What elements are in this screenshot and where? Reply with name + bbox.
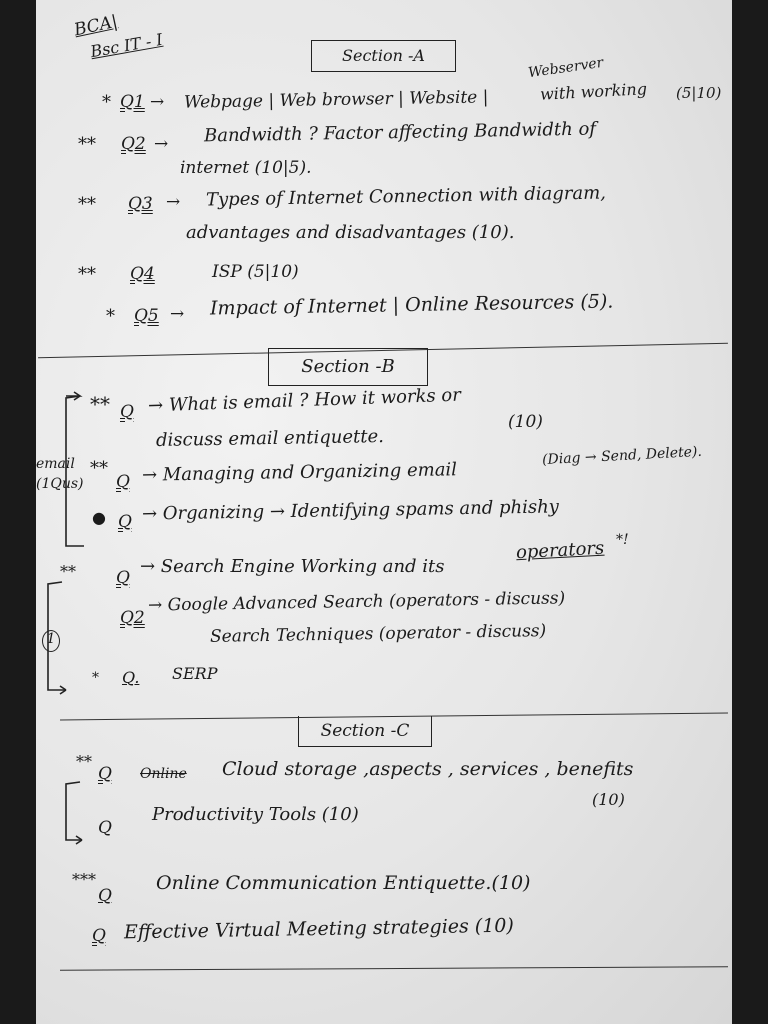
qb1-text: → What is email ? How it works or xyxy=(147,384,462,417)
notes-page xyxy=(36,0,732,1024)
qb1-marks: (10) xyxy=(508,412,543,432)
email-bracket xyxy=(66,396,84,546)
section-a-title: Section -A xyxy=(342,46,425,65)
q1-label: Q1 xyxy=(120,92,145,112)
qc2-label: Q xyxy=(98,818,112,838)
q4-text: ISP (5|10) xyxy=(212,262,299,282)
bracket-arrows xyxy=(36,0,732,1024)
q4-mark: ** xyxy=(78,264,96,285)
qb5-cont: Search Techniques (operator - discuss) xyxy=(209,621,547,647)
qb6-label: Q. xyxy=(122,668,140,687)
qb3-text: → Organizing → Identifying spams and phishy xyxy=(141,496,560,525)
q2-mark: ** xyxy=(78,134,96,155)
qb2-label: Q xyxy=(116,472,130,492)
header-line-1: BCA| xyxy=(72,11,120,41)
q1-arrow: → xyxy=(150,92,165,112)
search-bracket xyxy=(48,582,66,690)
qb4-label: Q xyxy=(116,568,130,588)
q2-arrow: → xyxy=(154,134,169,154)
qb4-operators: operators xyxy=(515,537,605,564)
qb1-cont: discuss email entiquette. xyxy=(155,426,385,451)
section-c-title: Section -C xyxy=(320,721,410,741)
cloud-bracket xyxy=(66,782,82,840)
qc1-marks: (10) xyxy=(592,790,625,809)
q1-mark: * xyxy=(102,92,111,113)
q3-mark: ** xyxy=(78,194,96,215)
qb5-label: Q2 xyxy=(120,608,145,628)
qb2-note: (Diag → Send, Delete). xyxy=(541,443,703,469)
qb4-tail: *! xyxy=(616,532,629,548)
q1-text: Webpage | Web browser | Website | xyxy=(183,87,489,113)
qb6-text: SERP xyxy=(172,664,218,683)
qc4-label: Q xyxy=(92,926,106,946)
header-line-2: Bsc IT - I xyxy=(88,29,165,62)
qc4-text: Effective Virtual Meeting strategies (10) xyxy=(123,914,515,944)
q3-label: Q3 xyxy=(128,194,153,214)
qc3-mark: *** xyxy=(72,870,96,889)
q2-cont: internet (10|5). xyxy=(180,158,312,178)
q4-label: Q4 xyxy=(130,264,155,284)
qc1-text: Cloud storage ,aspects , services , benefits xyxy=(222,758,634,780)
qb6-mark: * xyxy=(92,670,99,686)
qc3-text: Online Communication Entiquette.(10) xyxy=(156,872,531,894)
qb1-label: Q xyxy=(120,402,134,422)
qb1-mark: ** xyxy=(90,392,110,416)
qb5-text: → Google Advanced Search (operators - discuss) xyxy=(147,588,566,616)
q5-text: Impact of Internet | Online Resources (5). xyxy=(209,290,614,320)
qb3-mark: ● xyxy=(92,508,106,527)
q3-text: Types of Internet Connection with diagram, xyxy=(205,182,607,211)
q1-extra-top: Webserver xyxy=(527,54,605,82)
qb2-mark: ** xyxy=(90,458,108,479)
q3-arrow: → xyxy=(166,192,181,212)
qb2-text: → Managing and Organizing email xyxy=(141,459,458,486)
email-side-note: email xyxy=(36,456,75,472)
q5-arrow: → xyxy=(170,304,185,324)
qc1-mark: ** xyxy=(76,752,92,771)
q1-extra-bottom: with working xyxy=(539,79,648,104)
q5-mark: * xyxy=(106,306,115,327)
qb3-label: Q xyxy=(118,512,132,532)
qc1-label: Q xyxy=(98,764,112,784)
q3-cont: advantages and disadvantages (10). xyxy=(186,222,515,243)
q2-label: Q2 xyxy=(121,134,146,154)
qb4-mark: ** xyxy=(60,562,76,581)
qc1-struck: Online xyxy=(140,766,187,782)
q1-marks: (5|10) xyxy=(676,84,722,102)
q5-label: Q5 xyxy=(134,306,159,326)
email-side-count: (1Qus) xyxy=(36,476,84,492)
q2-text: Bandwidth ? Factor affecting Bandwidth of xyxy=(203,118,597,147)
qb4-text: → Search Engine Working and its xyxy=(140,556,445,577)
section-b-title: Section -B xyxy=(301,356,395,377)
search-side-num: 1 xyxy=(42,630,60,652)
qc2-text: Productivity Tools (10) xyxy=(152,804,359,825)
qc3-label: Q xyxy=(98,886,112,906)
